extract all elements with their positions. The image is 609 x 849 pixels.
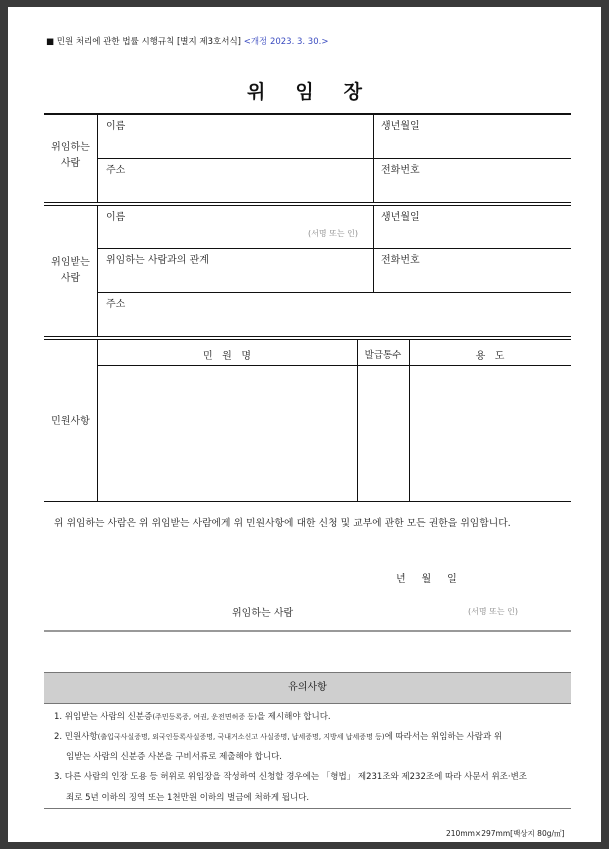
rule	[44, 205, 571, 206]
note-2	[54, 730, 502, 742]
rule	[97, 292, 571, 293]
delegator-birth-label: 생년월일	[381, 121, 420, 132]
delegation-statement: 위 위임하는 사람은 위 위임받는 사람에게 위 민원사항에 대한 신청 및 교부에 관한 모든 권한을 위임합니다.	[54, 518, 511, 529]
delegate-birth-label: 생년월일	[381, 212, 420, 223]
header-text: ■ 민원 처리에 관한 법률 시행규칙 [별지 제3호서식]	[46, 37, 241, 47]
rule	[44, 336, 571, 337]
rule	[97, 115, 98, 203]
delegate-relation-label: 위임하는 사람과의 관계	[106, 255, 209, 266]
rule	[373, 206, 374, 292]
date-line: 년 월 일	[396, 574, 457, 585]
delegate-address-label: 주소	[106, 299, 126, 310]
note-text: 임받는 사람의 신분증 사본을 구비서류로 제출해야 합니다.	[66, 752, 282, 762]
rule	[44, 202, 571, 203]
note-text: 3. 다른 사람의 인장 도용 등 허위로 위임장을 작성하여 신청할 경우에는 「형법」 제231조와 제232조에 따라 사문서 위조·변조	[54, 772, 527, 782]
note-detail: (주민등록증, 여권, 운전면허증 등)	[152, 713, 257, 721]
rule	[44, 808, 571, 809]
rule	[44, 339, 571, 340]
notice-title: 유의사항	[44, 672, 571, 704]
rule	[97, 365, 571, 366]
form-header	[46, 35, 328, 47]
rule	[44, 501, 571, 502]
note-2-cont	[66, 750, 282, 762]
section-label-delegate: 위임받는 사람	[51, 257, 90, 284]
col-petition-name: 민 원 명	[202, 351, 252, 362]
note-text: 에 따라서는 위임하는 사람과 위	[384, 732, 503, 742]
rule	[97, 248, 571, 249]
note-3-cont	[66, 791, 309, 803]
note-3	[54, 770, 527, 782]
paper-spec: 210mm×297mm[백상지 80g/㎡]	[446, 829, 565, 838]
note-text: 2. 민원사항	[54, 732, 98, 742]
note-1	[54, 710, 331, 722]
delegate-phone-label: 전화번호	[381, 255, 420, 266]
rule	[44, 630, 571, 632]
note-text: 죄로 5년 이하의 징역 또는 1천만원 이하의 벌금에 처하게 됩니다.	[66, 793, 310, 803]
rule	[97, 158, 571, 159]
note-detail: (출입국사실증명, 외국인등록사실증명, 국내거소신고 사실증명, 납세증명, 지방세 납세증명 등)	[97, 733, 385, 741]
signer-label: 위임하는 사람	[232, 608, 294, 619]
note-text: 1. 위임받는 사람의 신분증	[54, 712, 153, 722]
rule	[44, 113, 571, 115]
delegation-form-page	[8, 7, 601, 842]
section-label-delegator: 위임하는 사람	[51, 142, 90, 169]
delegate-name-label: 이름	[106, 212, 126, 223]
col-issue-count: 발급통수	[364, 350, 402, 361]
delegate-sign-hint: (서명 또는 인)	[308, 229, 358, 238]
note-text: 을 제시해야 합니다.	[256, 712, 331, 722]
signer-sign-hint: (서명 또는 인)	[468, 607, 518, 616]
section-label-petition: 민원사항	[51, 416, 90, 427]
revision-date: <개정 2023. 3. 30.>	[243, 37, 329, 47]
rule	[97, 206, 98, 337]
delegator-name-label: 이름	[106, 121, 126, 132]
rule	[373, 115, 374, 203]
delegator-phone-label: 전화번호	[381, 165, 420, 176]
col-purpose: 용 도	[475, 351, 505, 362]
page-title: 위임장	[246, 81, 393, 103]
delegator-address-label: 주소	[106, 165, 126, 176]
